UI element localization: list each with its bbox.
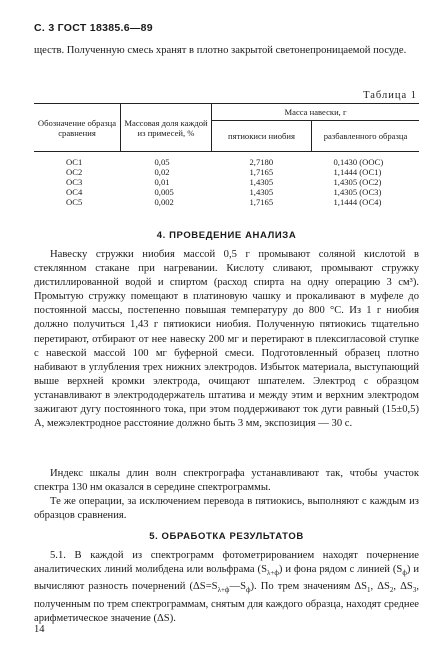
table-row (34, 167, 419, 177)
table-row (34, 187, 419, 197)
col-header-diluted: разбавленного образца (312, 121, 420, 152)
cell-diluted: 1,4305 (ОС3) (333, 187, 382, 197)
cell-diluted: 1,1444 (ОС1) (333, 167, 382, 177)
cell-diluted: 1,1444 (ОС4) (333, 197, 382, 207)
cell-fraction: 0,002 (154, 197, 174, 207)
section-4-paragraph-3: Те же операции, за исключением перевода в пятиокись, выполняют с каждым из образцов сравнения. (34, 496, 419, 522)
section-5-title: 5. ОБРАБОТКА РЕЗУЛЬТАТОВ (149, 531, 304, 542)
cell-id: ОС2 (66, 167, 83, 177)
cell-diluted: 1,4305 (ОС2) (333, 177, 382, 187)
cell-id: ОС4 (66, 187, 83, 197)
table-row (34, 197, 419, 207)
cell-fraction: 0,005 (154, 187, 174, 197)
cell-niobium: 1,7165 (249, 167, 274, 177)
cell-niobium: 1,7165 (249, 197, 274, 207)
cell-fraction: 0,01 (154, 177, 170, 187)
intro-paragraph: ществ. Полученную смесь хранят в плотно закрытой светонепроницаемой посуде. (34, 45, 407, 56)
section-4-paragraph-1: Навеску стружки ниобия массой 0,5 г промывают соляной кислотой в стеклянном стакане при нагревании. Кислоту сливают, промывают стружку дистиллированной водой и спиртом (расход спирта на одну операцию 3 см³). Промытую стружку помещают в платиновую чашку и прокаливают в муфеле до постоянной массы, постепенно повышая температуру до 800 °С. Из 1 г ниобия должно получиться 1,43 г пятиокиси ниобия. Полученную пятиокись тщательно перетирают, отбирают от нее навеску 200 мг и перетирают в плексигласовой ступке с навеской массой 100 мг буферной смеси. Подготовленный образец плотно набивают в углубления трех нижних электродов. Избыток материала, выступающий выше верхней кромки электрода, очищают шпателем. Электрод с образцом устанавливают в электрододержатель штатива и между этим и верхним электродом зажигают дугу постоянного тока, при этом поддерживают ток дуги равный (15±0,5) А, межэлектродное расстояние должно быть 3 мм, экспозиция — 30 с. (34, 249, 419, 430)
cell-id: ОС1 (66, 157, 83, 167)
cell-diluted: 0,1430 (ООС) (333, 157, 384, 167)
page-number: 14 (34, 624, 45, 635)
table-caption: Таблица 1 (363, 90, 417, 101)
section-4-paragraph-2: Индекс шкалы длин волн спектрографа устанавливают так, чтобы участок спектра 130 нм оказался в середине спектрограммы. (34, 468, 419, 494)
col-header-fraction: Массовая доля каждой из примесей, % (121, 104, 212, 152)
section-4-title: 4. ПРОВЕДЕНИЕ АНАЛИЗА (156, 230, 297, 241)
cell-niobium: 1,4305 (249, 187, 274, 197)
cell-niobium: 1,4305 (249, 177, 274, 187)
table-row (34, 157, 419, 167)
col-header-id: Обозначение образца сравнения (34, 104, 121, 152)
cell-niobium: 2,7180 (249, 157, 274, 167)
col-header-group: Масса навески, г (212, 104, 420, 121)
cell-fraction: 0,05 (154, 157, 170, 167)
col-header-niobium: пятиокиси ниобия (212, 121, 312, 152)
page-header: С. 3 ГОСТ 18385.6—89 (34, 22, 153, 34)
data-table (34, 103, 419, 207)
table-row (34, 177, 419, 187)
cell-id: ОС5 (66, 197, 83, 207)
cell-fraction: 0,02 (154, 167, 170, 177)
section-5-paragraph-1: 5.1. В каждой из спектрограмм фотометрированием находят почернение аналитических линий молибдена или вольфрама $(S_{\lambda+ф})$ и фона рядом с линией $(S_ф)$ и вычисляют разность почернений $(\Delta S=S_{\lambda+ф}—S_ф)$. По трем значениям $\Delta S_1$, $\Delta S_2$, $\Delta S_3$, полученным по трем спектрограммам, снятым для каждого образца, находят среднее арифметическое значение (ΔS). (34, 550, 419, 624)
cell-id: ОС3 (66, 177, 83, 187)
